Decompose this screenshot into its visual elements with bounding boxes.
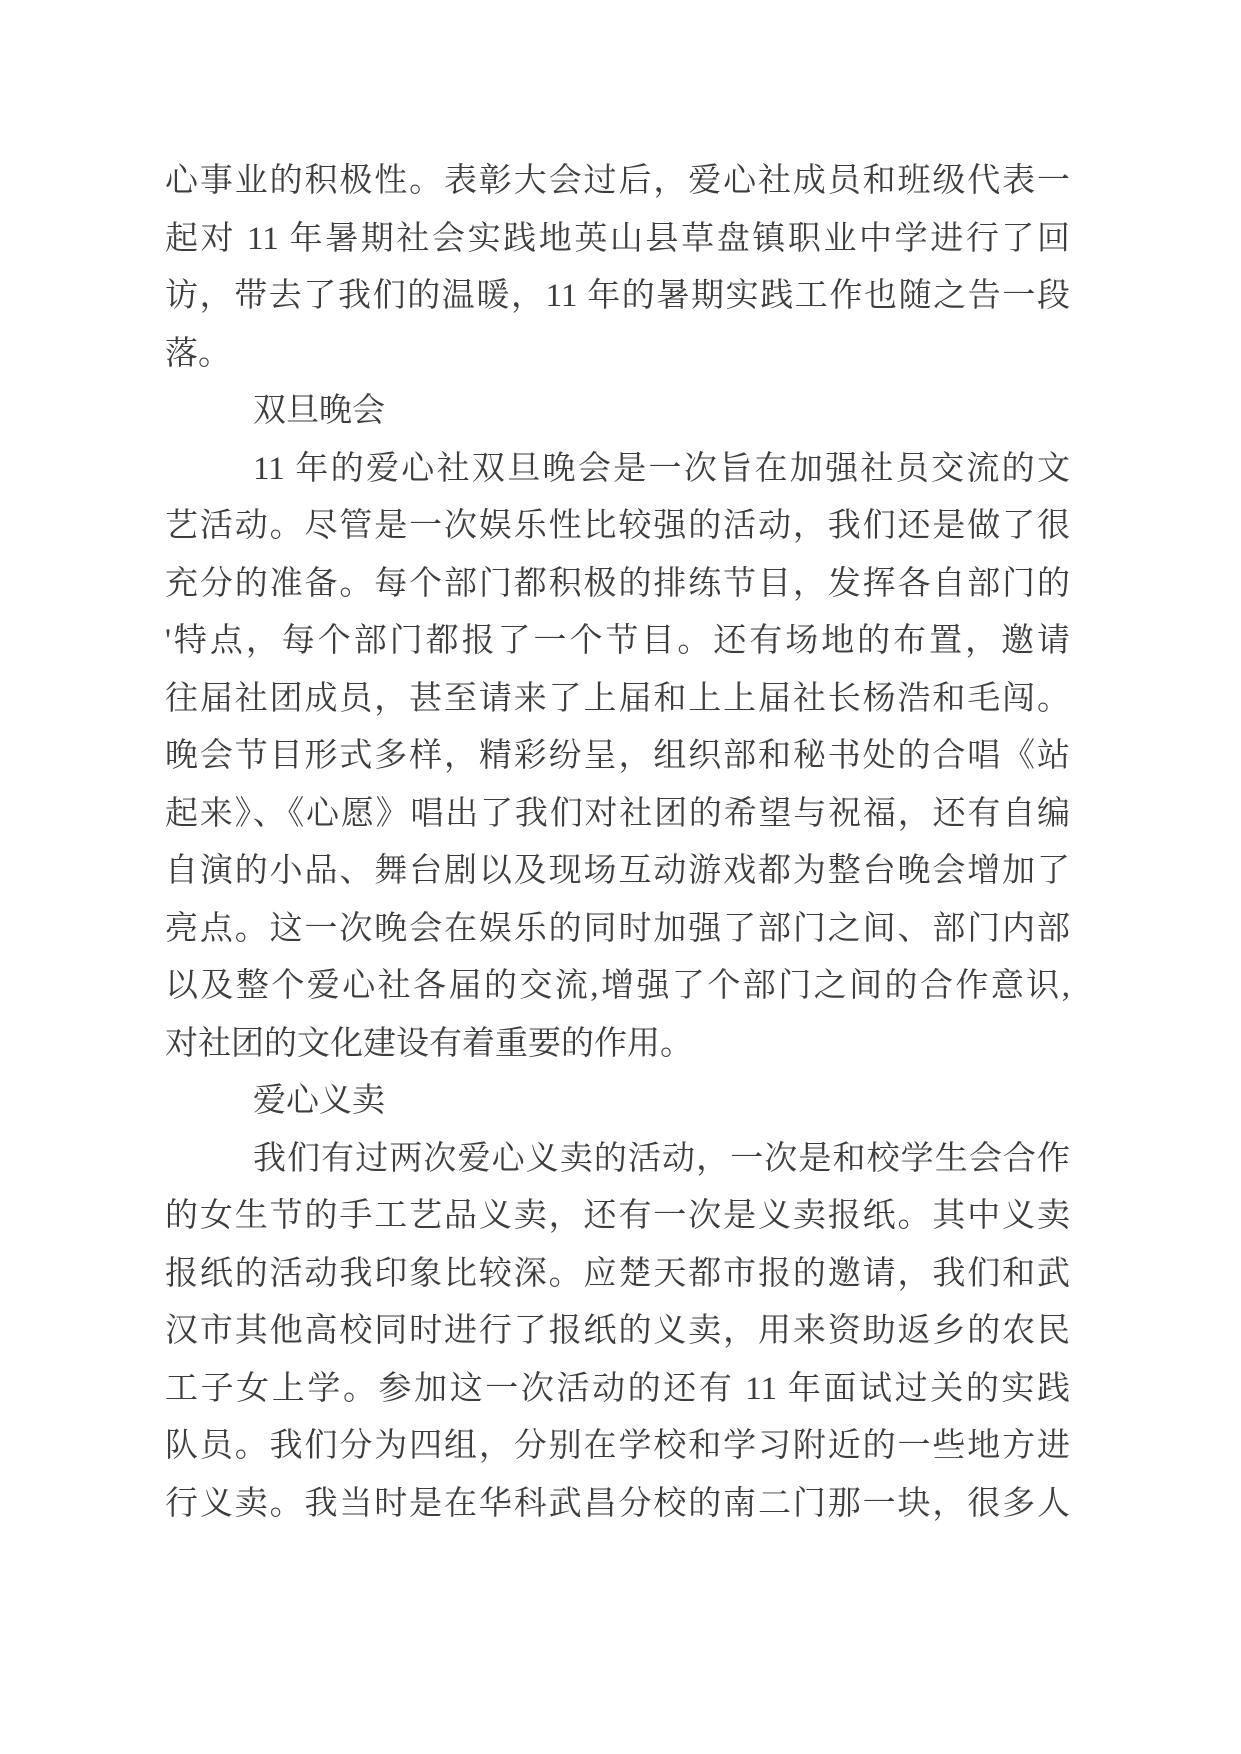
text-line: 我们有过两次爱心义卖的活动，一次是和校学生会合作 <box>253 1140 1070 1177</box>
text-line: 起对 11 年暑期社会实践地英山县草盘镇职业中学进行了回 <box>165 220 1070 257</box>
text-line: 汉市其他高校同时进行了报纸的义卖，用来资助返乡的农民 <box>165 1313 1070 1349</box>
paragraph <box>165 153 1070 383</box>
text-line: 落。 <box>165 335 231 372</box>
text-line: 工子女上学。参加这一次活动的还有 11 年面试过关的实践 <box>165 1370 1070 1407</box>
text-line: 艺活动。尽管是一次娱乐性比较强的活动，我们还是做了很 <box>165 508 1070 544</box>
text-line: 对社团的文化建设有着重要的作用。 <box>165 1025 693 1062</box>
paragraph <box>165 1131 1070 1534</box>
text-line: 队员。我们分为四组，分别在学校和学习附近的一些地方进 <box>165 1428 1070 1464</box>
text-line: 访，带去了我们的温暖，11 年的暑期实践工作也随之告一段 <box>165 278 1070 314</box>
text-line: 心事业的积极性。表彰大会过后，爱心社成员和班级代表一 <box>165 163 1070 199</box>
heading-text-line: 双旦晚会 <box>253 393 385 429</box>
text-line: '特点，每个部门都报了一个节目。还有场地的布置，邀请 <box>165 623 1070 659</box>
section-heading <box>165 383 1070 441</box>
text-line: 11 年的爱心社双旦晚会是一次旨在加强社员交流的文 <box>253 450 1070 487</box>
text-line: 起来》、《心愿》唱出了我们对社团的希望与祝福，还有自编 <box>165 795 1070 832</box>
section-heading <box>165 1073 1070 1131</box>
text-line: 行义卖。我当时是在华科武昌分校的南二门那一块，很多人 <box>165 1485 1070 1522</box>
document-body <box>165 153 1070 1533</box>
text-line: 亮点。这一次晚会在娱乐的同时加强了部门之间、部门内部 <box>165 910 1070 947</box>
text-line: 充分的准备。每个部门都积极的排练节目，发挥各自部门的 <box>165 565 1070 602</box>
text-line: 晚会节目形式多样，精彩纷呈，组织部和秘书处的合唱《站 <box>165 738 1070 774</box>
text-line: 以及整个爱心社各届的交流,增强了个部门之间的合作意识, <box>165 968 1070 1004</box>
text-line: 自演的小品、舞台剧以及现场互动游戏都为整台晚会增加了 <box>165 853 1070 889</box>
text-line: 的女生节的手工艺品义卖，还有一次是义卖报纸。其中义卖 <box>165 1198 1070 1234</box>
text-line: 报纸的活动我印象比较深。应楚天都市报的邀请，我们和武 <box>165 1255 1070 1292</box>
heading-text-line: 爱心义卖 <box>253 1083 385 1119</box>
text-line: 往届社团成员，甚至请来了上届和上上届社长杨浩和毛闯。 <box>165 680 1070 717</box>
paragraph <box>165 441 1070 1074</box>
